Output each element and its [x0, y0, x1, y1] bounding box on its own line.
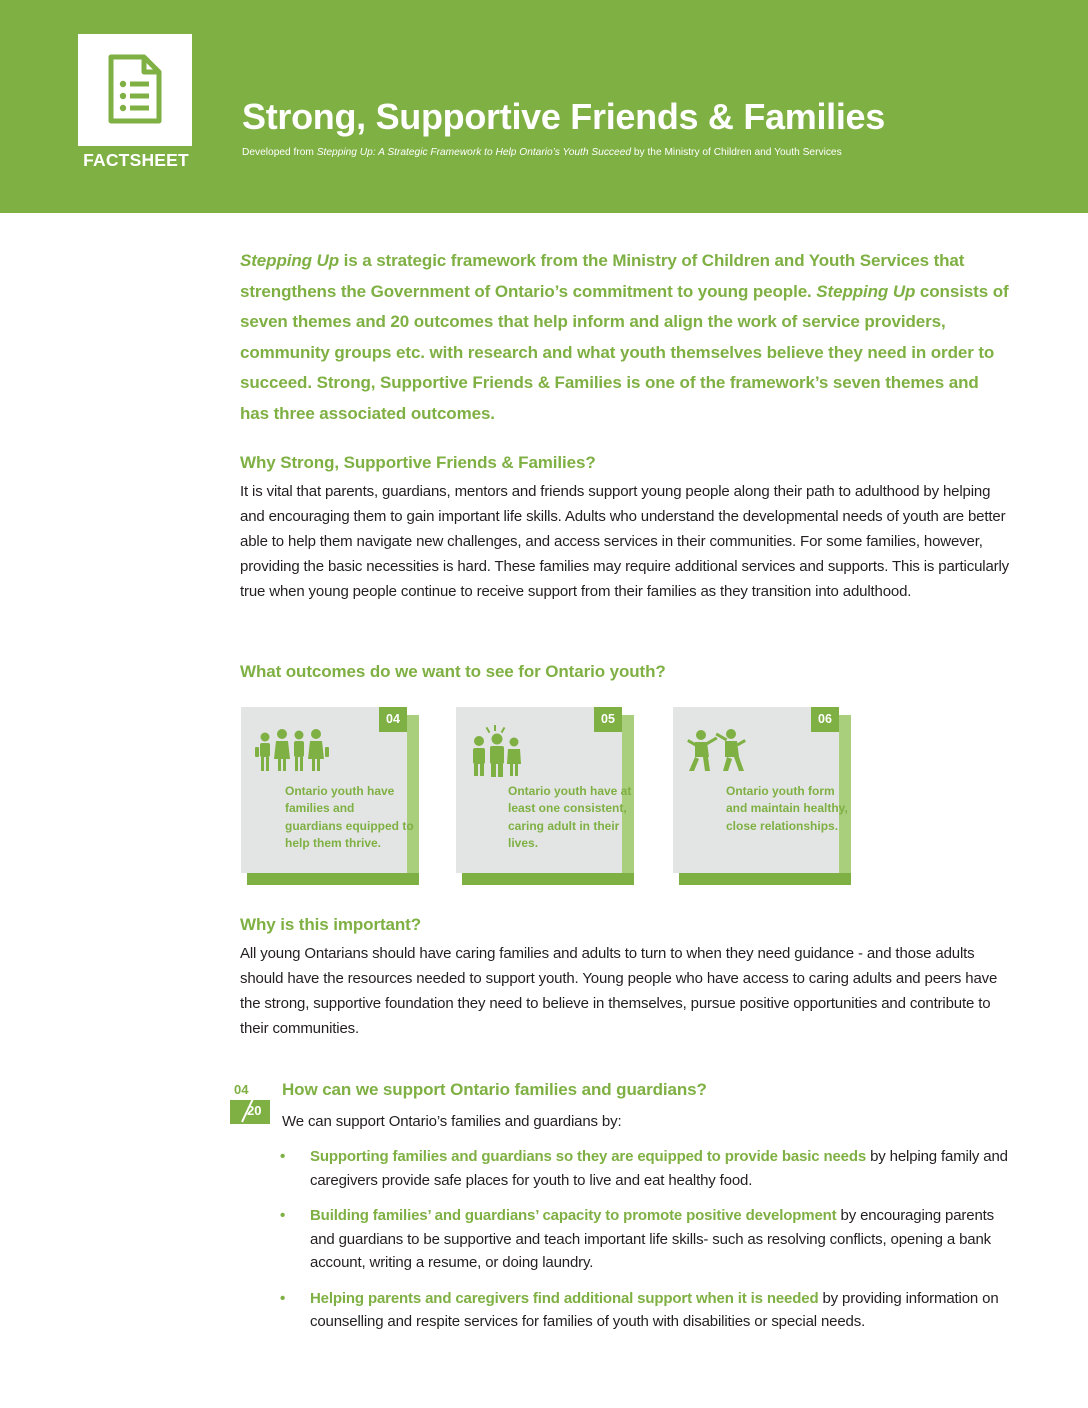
outcome-number-badge: 04 20 — [230, 1080, 270, 1124]
friends-high-five-icon — [687, 725, 747, 777]
outcomes-heading: What outcomes do we want to see for Ontario youth? — [240, 662, 666, 681]
outcome-number: 06 — [811, 707, 839, 732]
outcome-text: Ontario youth have families and guardians equipped to help them thrive. — [285, 784, 414, 850]
outcome-number: 04 — [379, 707, 407, 732]
outcome-number: 05 — [594, 707, 622, 732]
list-item: • Supporting families and guardians so they are equipped to provide basic needs by helping family and caregivers provide safe places for youth to live and eat healthy food. — [280, 1148, 1008, 1189]
adult-youth-icon — [470, 725, 530, 777]
factsheet-label: FACTSHEET — [83, 150, 189, 170]
outcome-card-06 — [673, 707, 851, 887]
why-body: It is vital that parents, guardians, mentors and friends support young people along their path to adulthood by helping and encouraging them to gain important life skills. Adults who understand the developmental needs of youth are better able to help them navigate new challenges, and access services in their communities. For some families, however, providing the basic necessities is hard. These families may require additional services and supports. This is particularly true when young people continue to receive support from their families as they transition into adulthood. — [240, 483, 1010, 600]
outcome-text: Ontario youth form and maintain healthy, close relationships. — [726, 784, 848, 833]
factsheet-logo — [78, 34, 192, 146]
family-group-icon — [255, 725, 331, 775]
page-title: Strong, Supportive Friends & Families — [242, 96, 886, 137]
intro-paragraph: Stepping Up is a strategic framework from the Ministry of Children and Youth Services that strengthens the Government of Ontario’s commitment to young people. Stepping Up consists of seven themes and 20 outcomes that help inform and align the work of service providers, community groups etc. with research and what youth themselves believe they need in order to succeed. Strong, Supportive Friends & Families is one of the framework’s seven themes and has three associated outcomes. — [240, 251, 1009, 423]
support-heading: How can we support Ontario families and guardians? — [282, 1080, 707, 1099]
outcome-card-04 — [241, 707, 419, 887]
support-list — [280, 1145, 1010, 1346]
importance-body: All young Ontarians should have caring families and adults to turn to when they need guidance - and those adults should have the resources needed to support youth. Young people who have access to caring adults and peers have the strong, supportive foundation they need to believe in themselves, pursue positive opportunities and contribute to their communities. — [240, 945, 998, 1037]
page-subtitle: Developed from Stepping Up: A Strategic Framework to Help Ontario’s Youth Succeed by the Ministry of Children and Youth Services — [242, 147, 842, 158]
why-heading: Why Strong, Supportive Friends & Families? — [240, 453, 596, 472]
document-list-icon — [108, 54, 162, 124]
importance-heading: Why is this important? — [240, 915, 422, 934]
outcome-card-05 — [456, 707, 634, 887]
outcome-text: Ontario youth have at least one consistent, caring adult in their lives. — [508, 784, 632, 850]
header-banner — [0, 0, 1088, 213]
support-intro: We can support Ontario’s families and guardians by: — [282, 1113, 622, 1130]
list-item: • Building families’ and guardians’ capacity to promote positive development by encouraging parents and guardians to be supportive and teach important life skills- such as resolving conflicts, opening a bank account, writing a resume, or doing laundry. — [280, 1207, 995, 1271]
list-item: • Helping parents and caregivers find additional support when it is needed by providing information on counselling and respite services for families of youth with disabilities or special needs. — [280, 1289, 999, 1330]
